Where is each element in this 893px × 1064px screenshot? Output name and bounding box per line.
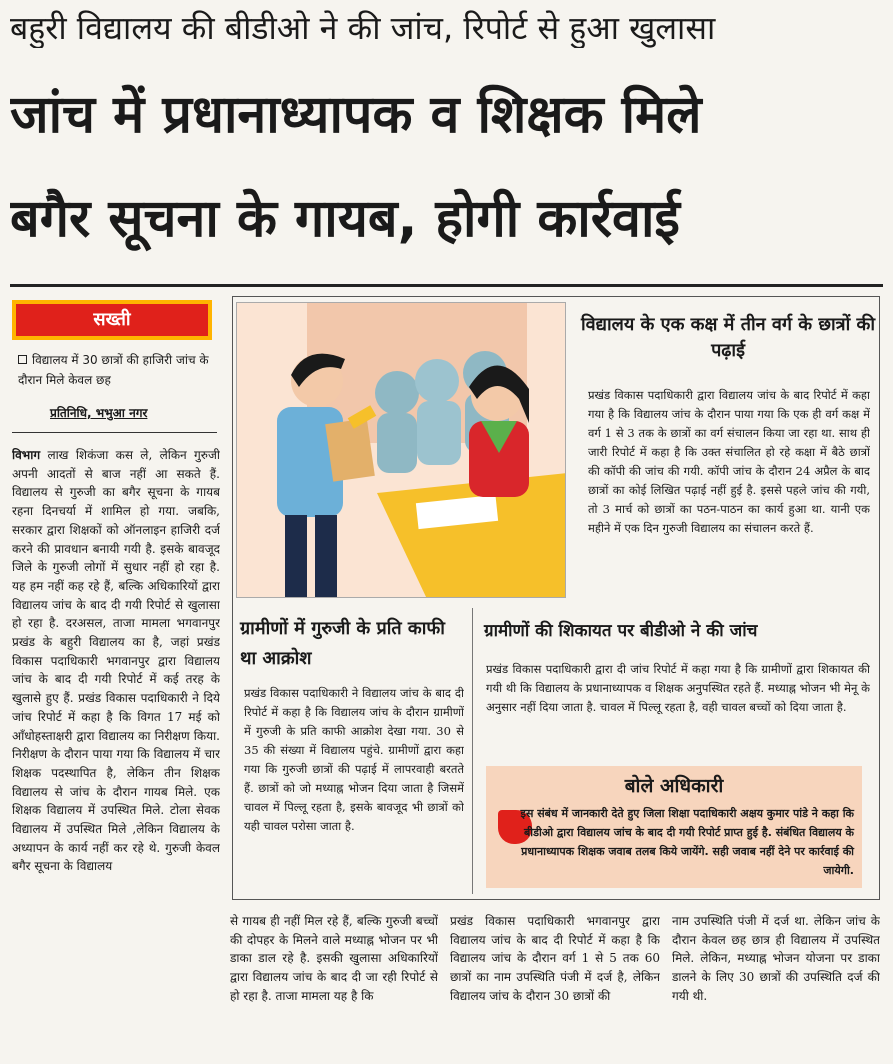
column-separator [472,608,473,894]
classroom-illustration [236,302,566,598]
officer-quote-box [486,766,862,888]
lead-word: विभाग [12,448,41,462]
main-headline-line1: जांच में प्रधानाध्यापक व शिक्षक मिले [10,85,702,145]
bullet-box-icon [18,355,27,364]
column-1-text: लाख शिकंजा कस ले, लेकिन गुरुजी अपनी आदतों से बाज नहीं आ सकते हैं. विद्यालय से गुरुजी का बगैर सूचना के गायब रहना दिनचर्या में शामिल हो गया. जबकि, सरकार द्वारा शिक्षकों को ऑनलाइन हाजिरी दर्ज करने की प्रावधान बनायी गयी है. इसके बावजूद जिले के गुरुजी लोगों में सुधार नहीं हो रहा है. यह हम नहीं कह रहे हैं, बल्कि अधिकारियों द्वारा विद्यालय जांच के बाद दी गयी रिपोर्ट से खुलासा हो रहा है. दरअसल, ताजा मामला भगवानपुर प्रखंड के बहुरी विद्यालय का है, जहां प्रखंड विकास पदाधिकारी भगवानपुर द्वारा विद्यालय जांच के बाद दी गयी रिपोर्ट में कई तरह के खुलासे हुए हैं. प्रखंड विकास पदाधिकारी ने दिये जांच रिपोर्ट में कहा है कि विगत 17 मई को आँधोहस्ताक्षरी द्वारा विद्यालय का निरीक्षण किया. निरीक्षण के दौरान पाया गया कि विद्यालय में चार शिक्षक पदस्थापित है, लेकिन तीन शिक्षक विद्यालय से जांच के दौरान गायब मिले. एक शिक्षक विद्यालय में उपस्थित मिले. टोला सेवक विद्यालय में उपस्थित मिले ,लेकिन विद्यालय के अध्यापन के कार्य नहीं कर रहे थे. गुरुजी केवल बगैर सूचना के विद्यालय [12,448,220,874]
section-tag: सख्ती [12,300,212,340]
kicker-headline: बहुरी विद्यालय की बीडीओ ने की जांच, रिपोर्ट से हुआ खुलासा [10,9,716,47]
section-2-heading: ग्रामीणों में गुरुजी के प्रति काफी था आक्रोश [240,618,445,669]
article-column-1 [12,446,220,1046]
section-3-text: प्रखंड विकास पदाधिकारी द्वारा दी जांच रिपोर्ट में कहा गया है कि ग्रामीणों द्वारा शिकायत की गयी थी कि विद्यालय के प्रधानाध्यापक व शिक्षक अनुपस्थित रहते हैं. मध्याह्न भोजन भी मेनू के अनुसार नहीं दिया जाता है. चावल में पिल्लू रहता है, वही चावल बच्चों को दिया जाता है. [486,662,870,714]
bottom-column-3: नाम उपस्थिति पंजी में दर्ज था. लेकिन जांच के दौरान केवल छह छात्र ही विद्यालय में उपस्थित मिले. लेकिन, मध्याह्न भोजन योजना पर डाका डालने के लिए 30 छात्रों की उपस्थिति दर्ज की गयी थी. [672,914,880,1003]
officer-quote-text: इस संबंध में जानकारी देते हुए जिला शिक्षा पदाधिकारी अक्षय कुमार पांडे ने कहा कि बीडीओ द्वारा विद्यालय जांच के बाद दी गयी रिपोर्ट प्राप्त हुई है. संबंधित विद्यालय के प्रधानाध्यापक शिक्षक जवाब तलब किये जायेंगे. सही जवाब नहीं देने पर कार्रवाई की जायेगी. [520,807,854,877]
bottom-column-1: से गायब ही नहीं मिल रहे हैं, बल्कि गुरुजी बच्चों की दोपहर के मिलने वाले मध्याह्न भोजन पर भी डाका डाल रहे है. इसकी खुलासा अधिकारियों द्वारा विद्यालय जांच के बाद दी जा रही रिपोर्ट से हो रहा है. ताजा मामला यह है कि [230,914,438,1003]
section-3-heading: ग्रामीणों की शिकायत पर बीडीओ ने की जांच [484,621,758,641]
highlight-point [18,350,218,390]
section-1-heading: विद्यालय के एक कक्ष में तीन वर्ग के छात्रों की पढ़ाई [580,314,876,361]
officer-quote-title: बोले अधिकारी [624,775,724,797]
byline: प्रतिनिधि, भभुआ नगर [50,406,148,420]
classroom-illustration-svg [237,303,566,598]
left-rule [12,432,217,433]
main-headline-line2: बगैर सूचना के गायब, होगी कार्रवाई [10,189,680,249]
bottom-column-2: प्रखंड विकास पदाधिकारी भगवानपुर द्वारा विद्यालय जांच के बाद दी रिपोर्ट में कहा है कि विद्यालय जांच के दौरान वर्ग 1 से 5 तक 60 छात्रों का नाम उपस्थिति पंजी में दर्ज है, लेकिन विद्यालय जांच के दौरान 30 छात्रों की [450,914,660,1003]
section-2-text: प्रखंड विकास पदाधिकारी ने विद्यालय जांच के बाद दी रिपोर्ट में कहा है कि विद्यालय जांच के दौरान ग्रामीणों में गुरुजी के प्रति काफी आक्रोश देखा गया. 30 से 35 की संख्या में विद्यालय पहुंचे. ग्रामीणों द्वारा कहा गया कि गुरुजी छात्रों की पढ़ाई में लापरवाही बरतते हैं. छात्रों को जो मध्याह्न भोजन दिया जाता है जिसमें चावल में पिल्लू रहता है, इसके बावजूद भी छात्रों को यही चावल परोसा जाता है. [244,686,464,833]
highlight-text: विद्यालय में 30 छात्रों की हाजिरी जांच के दौरान मिले केवल छह [18,353,209,387]
headline-divider [10,284,883,287]
section-1-text: प्रखंड विकास पदाधिकारी द्वारा विद्यालय जांच के बाद रिपोर्ट में कहा गया है कि विद्यालय जांच के दौरान पाया गया कि एक ही वर्ग कक्ष में वर्ग 1 से 3 तक के छात्रों का वर्ग संचालन किया जा रहा था. साथ ही जारी रिपोर्ट में कहा है कि उक्त संचालित हो रहे कक्षा में बैठे छात्रों की कॉपी की जांच की गयी. कॉपी जांच के दौरान 24 अप्रैल के बाद छात्रों का कोई लिखित पढ़ाई नहीं हुई है. इससे पहले जांच की गयी, तो 3 मार्च को छात्रों का पठन-पाठन का कार्य हुआ था. यानी एक महीने में एक दिन गुरुजी विद्यालय का संचालन करते हैं. [588,388,870,535]
